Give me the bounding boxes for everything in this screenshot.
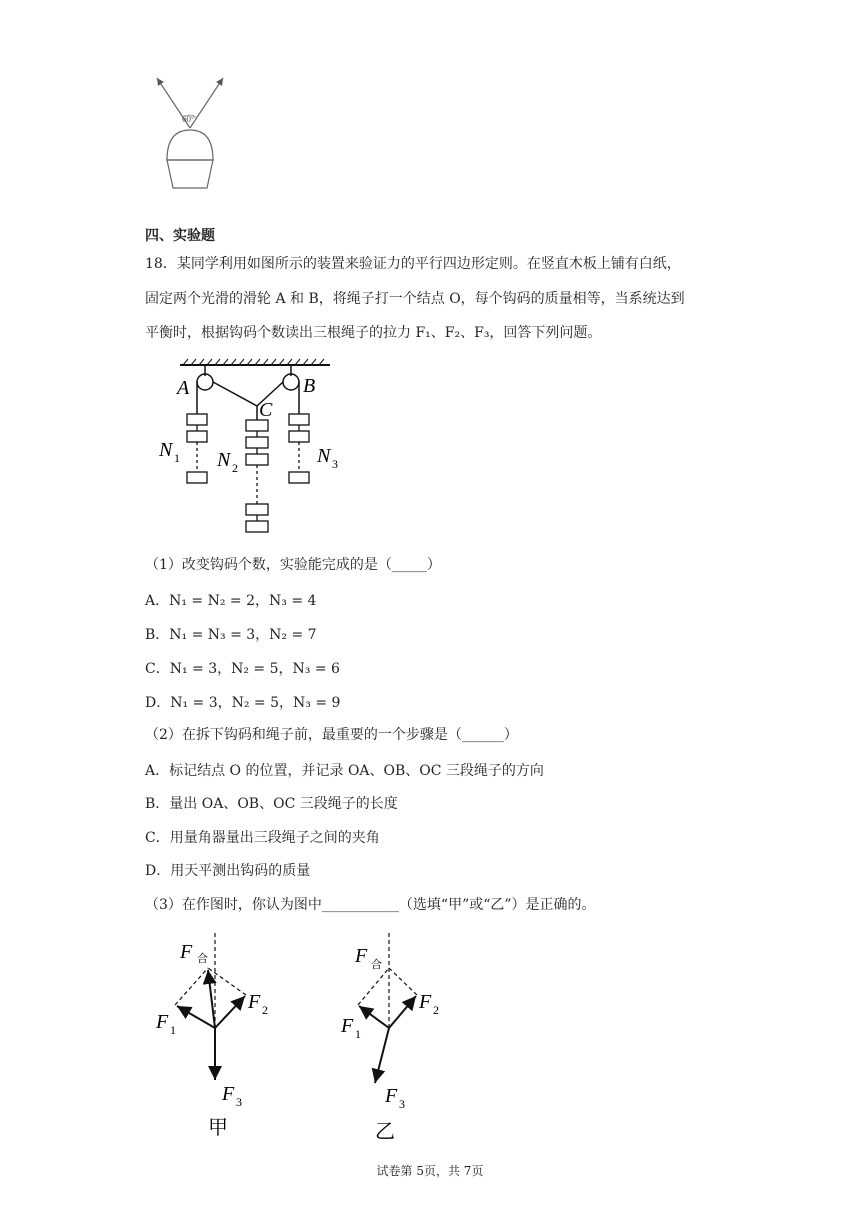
question-line-2: 固定两个光滑的滑轮 A 和 B，将绳子打一个结点 O，每个钩码的质量相等，当系统达到 [145, 291, 685, 307]
f2-arrow [389, 996, 416, 1028]
weight [246, 420, 268, 431]
diagram-jia [150, 928, 280, 1143]
part2-option-b: B．量出 OA、OB、OC 三段绳子的长度 [145, 796, 398, 812]
part1-option-c: C．N₁ = 3，N₂ = 5，N₃ = 6 [145, 661, 340, 677]
fhe-label: F [180, 941, 193, 963]
weight [289, 414, 309, 425]
weight [187, 431, 207, 442]
question-line-3: 平衡时，根据钩码个数读出三根绳子的拉力 F₁、F₂、F₃，回答下列问题。 [145, 325, 602, 341]
apparatus-figure [155, 358, 355, 538]
label-a: A [177, 377, 190, 399]
label-n1-sub: 1 [174, 451, 180, 465]
label-n1: N [159, 439, 173, 461]
fhe-sub: 合 [371, 959, 382, 971]
part2-option-a: A．标记结点 O 的位置，并记录 OA、OB、OC 三段绳子的方向 [145, 763, 544, 779]
f1-sub: 1 [170, 1023, 176, 1037]
label-n2-sub: 2 [232, 461, 238, 475]
f2-label: F [419, 991, 432, 1013]
fhe-label: F [355, 945, 368, 967]
part1-option-a: A．N₁ = N₂ = 2，N₃ = 4 [145, 593, 317, 609]
pulley-a [197, 374, 213, 390]
label-n3: N [317, 445, 331, 467]
part1-option-d: D．N₁ = 3，N₂ = 5，N₃ = 9 [145, 695, 341, 711]
fhe-sub: 合 [197, 953, 208, 965]
bucket-figure [145, 70, 235, 195]
label-n2: N [217, 449, 231, 471]
label-n3-sub: 3 [332, 457, 338, 471]
bucket-body [167, 160, 213, 188]
caption-yi: 乙 [375, 1121, 395, 1143]
label-b: B [303, 375, 316, 397]
angle-label: 60° [182, 114, 195, 124]
page-footer: 试卷第 5页，共 7页 [376, 1164, 484, 1178]
weight [246, 504, 268, 515]
pulley-b [283, 374, 299, 390]
weight [246, 437, 268, 448]
part1-option-b: B．N₁ = N₃ = 3，N₂ = 7 [145, 627, 317, 643]
part2-option-c: C．用量角器量出三段绳子之间的夹角 [145, 830, 380, 846]
f2-sub: 2 [433, 1003, 439, 1017]
question-line-1: 18．某同学利用如图所示的装置来验证力的平行四边形定则。在竖直木板上铺有白纸， [145, 256, 681, 272]
f3-arrow [375, 1028, 389, 1083]
weight [246, 521, 268, 532]
weight [187, 414, 207, 425]
f1-label: F [341, 1015, 354, 1037]
f1-arrow [359, 1006, 389, 1028]
f2-label: F [248, 991, 261, 1013]
f2-arrow [215, 996, 245, 1028]
rope-right [190, 78, 223, 128]
f2-sub: 2 [262, 1003, 268, 1017]
weight [289, 472, 309, 483]
part2-prompt: （2）在拆下钩码和绳子前，最重要的一个步骤是（______） [145, 727, 518, 743]
fhe-arrow [208, 970, 215, 1028]
f3-label: F [222, 1083, 235, 1105]
part2-option-d: D．用天平测出钩码的质量 [145, 863, 311, 879]
part3-prompt: （3）在作图时，你认为图中___________（选填“甲”或“乙”）是正确的。 [145, 897, 596, 913]
part1-prompt: （1）改变钩码个数，实验能完成的是（_____） [145, 557, 441, 573]
section-heading: 四、实验题 [145, 228, 215, 244]
weight [246, 454, 268, 465]
f3-sub: 3 [236, 1095, 242, 1109]
f1-label: F [156, 1011, 169, 1033]
bucket-handle [167, 130, 213, 160]
weight [187, 472, 207, 483]
f3-label: F [385, 1085, 398, 1107]
diagram-yi [323, 928, 453, 1143]
f1-sub: 1 [355, 1027, 361, 1041]
f1-arrow [177, 1006, 215, 1028]
caption-jia: 甲 [208, 1117, 228, 1139]
weight [289, 431, 309, 442]
label-c: C [259, 399, 273, 421]
f3-sub: 3 [399, 1097, 405, 1111]
